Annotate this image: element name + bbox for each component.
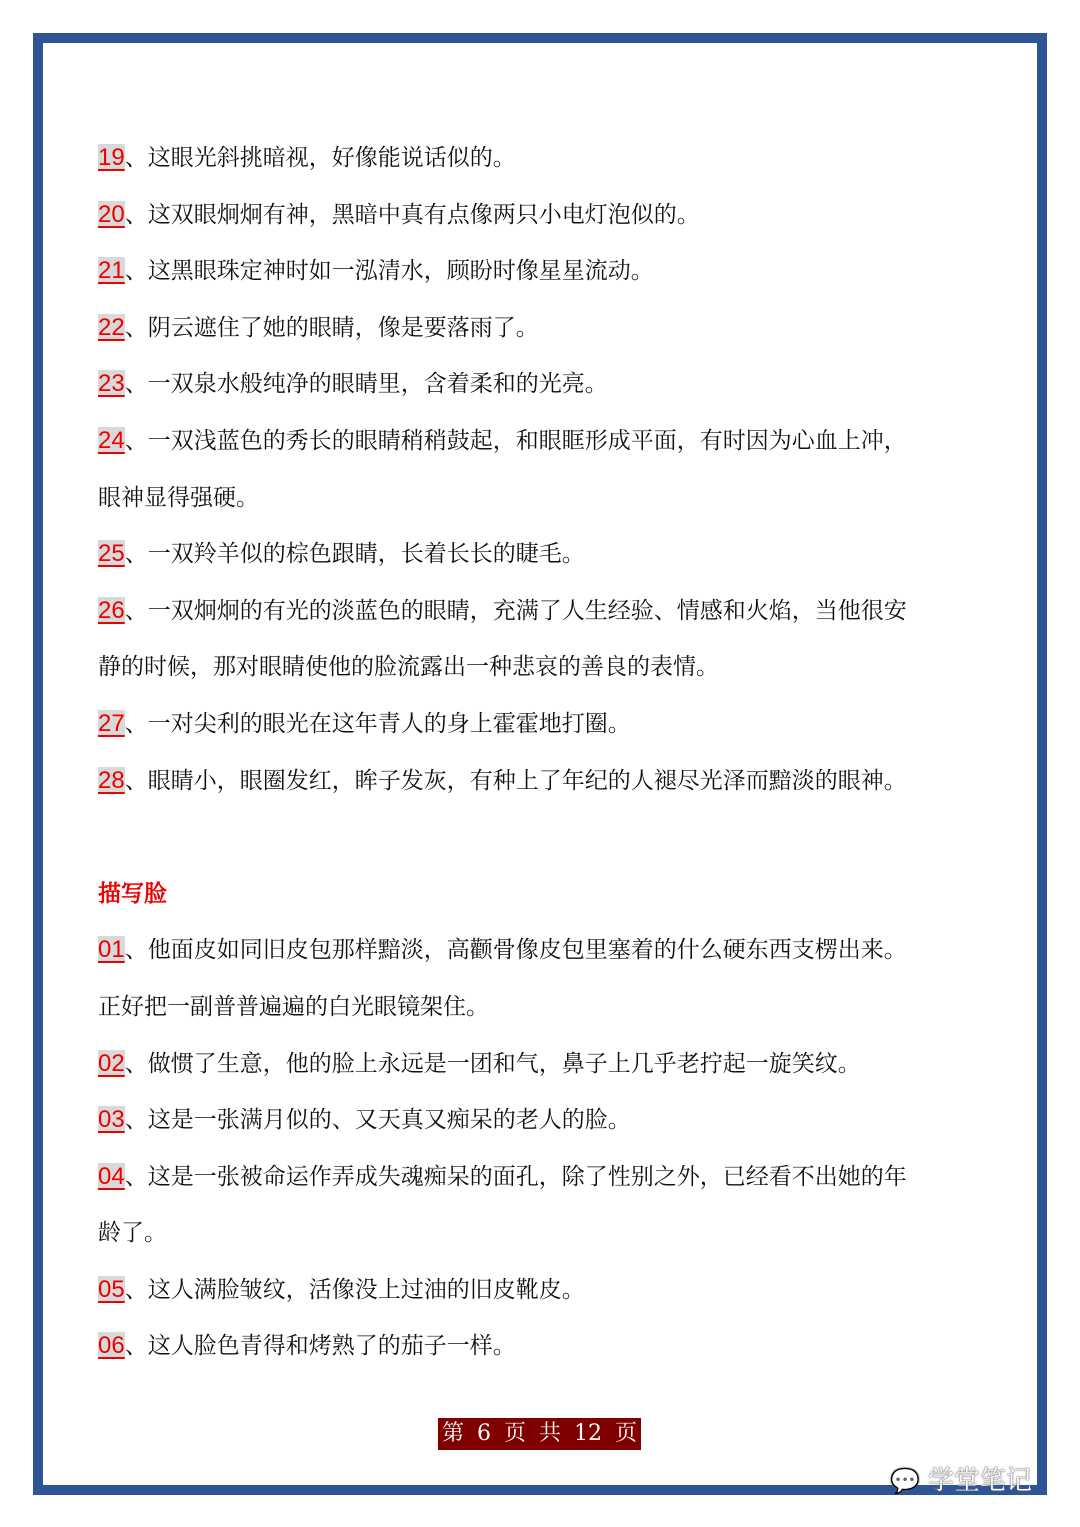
item-text: 、这眼光斜挑暗视，好像能说话似的。 — [124, 145, 516, 171]
list-item — [98, 300, 998, 357]
item-number: 05 — [98, 1275, 125, 1303]
page-number: 第 6 页 共 12 页 — [438, 1418, 641, 1450]
item-text: 、这是一张满月似的、又天真又痴呆的老人的脸。 — [124, 1107, 631, 1134]
list-item — [98, 753, 998, 810]
list-item — [98, 413, 998, 470]
item-number: 19 — [98, 144, 125, 171]
watermark — [890, 1460, 1032, 1497]
list-item — [98, 1149, 998, 1206]
item-number: 24 — [98, 426, 125, 454]
item-text: 、阴云遮住了她的眼睛，像是要落雨了。 — [124, 314, 539, 341]
item-text: 、做惯了生意，他的脸上永远是一团和气，鼻子上几乎老拧起一旋笑纹。 — [124, 1050, 861, 1077]
item-text: 、眼睛小，眼圈发红，眸子发灰，有种上了年纪的人褪尽光泽而黯淡的眼神。 — [124, 767, 907, 794]
list-item — [98, 1092, 998, 1149]
list-item — [98, 356, 998, 413]
item-text: 、这黑眼珠定神时如一泓清水，顾盼时像星星流动。 — [124, 258, 654, 285]
item-number: 04 — [98, 1162, 125, 1190]
item-number: 01 — [98, 936, 125, 964]
list-item — [98, 1036, 998, 1093]
item-number: 25 — [98, 540, 125, 568]
item-text: 、这人满脸皱纹，活像没上过油的旧皮靴皮。 — [124, 1276, 585, 1303]
list-item — [98, 922, 998, 979]
list-item — [98, 187, 998, 244]
item-number: 20 — [98, 200, 125, 228]
list-item — [98, 130, 998, 187]
item-number: 03 — [98, 1106, 125, 1134]
watermark-text: 学堂笔记 — [927, 1466, 1032, 1496]
item-number: 21 — [98, 257, 125, 285]
item-number: 06 — [98, 1332, 125, 1360]
item-text: 、一双浅蓝色的秀长的眼睛稍稍鼓起，和眼眶形成平面，有时因为心血上冲， — [124, 427, 907, 454]
item-text: 、一双炯炯的有光的淡蓝色的眼睛，充满了人生经验、情感和火焰，当他很安 — [124, 597, 907, 624]
item-text: 、这是一张被命运作弄成失魂痴呆的面孔，除了性别之外，已经看不出她的年 — [124, 1163, 907, 1190]
item-text: 、他面皮如同旧皮包那样黯淡，高颧骨像皮包里塞着的什么硬东西支楞出来。 — [124, 937, 907, 964]
item-number: 26 — [98, 596, 125, 624]
item-continuation: 龄了。 — [98, 1220, 167, 1247]
list-item — [98, 243, 998, 300]
item-number: 02 — [98, 1049, 125, 1077]
item-text: 、一双泉水般纯净的眼睛里，含着柔和的光亮。 — [124, 371, 608, 398]
item-number: 22 — [98, 313, 125, 341]
list-item — [98, 526, 998, 583]
document-body — [98, 130, 998, 1375]
wechat-icon: 💬 — [890, 1467, 920, 1495]
list-item — [98, 696, 998, 753]
item-number: 23 — [98, 370, 125, 398]
list-item — [98, 1262, 998, 1319]
list-item — [98, 1318, 998, 1375]
item-text: 、一双羚羊似的棕色跟睛，长着长长的睫毛。 — [124, 541, 585, 568]
item-text: 、这双眼炯炯有神，黑暗中真有点像两只小电灯泡似的。 — [124, 201, 700, 228]
item-text: 、一对尖利的眼光在这年青人的身上霍霍地打圈。 — [124, 710, 631, 737]
item-number: 27 — [98, 709, 125, 737]
item-number: 28 — [98, 766, 125, 794]
item-continuation: 正好把一副普普遍遍的白光眼镜架住。 — [98, 993, 489, 1020]
item-continuation: 静的时候，那对眼睛使他的脸流露出一种悲哀的善良的表情。 — [98, 654, 719, 681]
list-item — [98, 583, 998, 640]
blank-line — [98, 809, 998, 866]
item-continuation: 眼神显得强硬。 — [98, 484, 259, 511]
item-text: 、这人脸色青得和烤熟了的茄子一样。 — [124, 1333, 516, 1360]
section-heading: 描写脸 — [98, 880, 167, 907]
